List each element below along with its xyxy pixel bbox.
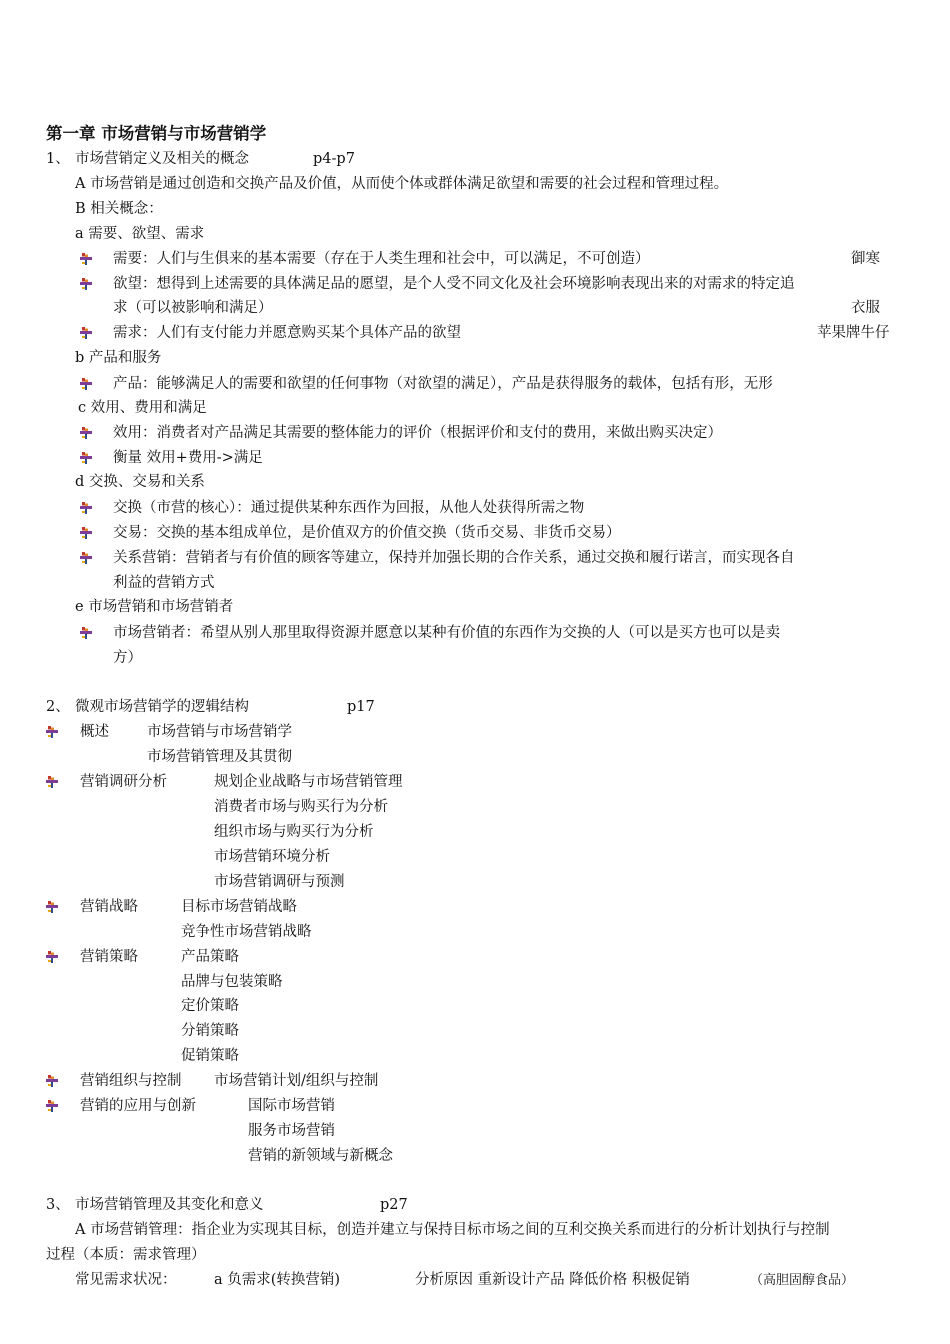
utility-definition: 效用：消费者对产品满足其需要的整体能力的评价（根据评价和支付的费用，来做出购买决定） [113, 425, 722, 441]
subheading-exchange: d 交换、交易和关系 [75, 474, 205, 490]
ribbon-bullet-icon [80, 327, 92, 339]
relationship-marketing-line-2: 利益的营销方式 [113, 575, 215, 591]
ribbon-bullet-icon [46, 951, 58, 963]
want-definition-line-2: 求（可以被影响和满足） [113, 300, 273, 316]
structure-control-label: 营销组织与控制 [80, 1073, 182, 1089]
structure-application-label: 营销的应用与创新 [80, 1098, 196, 1114]
negative-demand: a 负需求(转换营销) [214, 1272, 341, 1288]
marketer-definition-line-2: 方） [113, 650, 142, 666]
structure-item: 组织市场与购买行为分析 [214, 824, 374, 840]
structure-tactics-label: 营销策略 [80, 949, 138, 965]
section-1-number: 1、 [46, 151, 70, 167]
want-definition-line-1: 欲望：想得到上述需要的具体满足品的愿望，是个人受不同文化及社会环境影响表现出来的对需求的特定追 [113, 276, 795, 292]
structure-item: 促销策略 [181, 1048, 239, 1064]
need-example: 御寒 [851, 251, 880, 267]
ribbon-bullet-icon [46, 1100, 58, 1112]
structure-item: 服务市场营销 [248, 1123, 335, 1139]
structure-strategy-label: 营销战略 [80, 899, 138, 915]
section-3-heading: 市场营销管理及其变化和意义 [75, 1197, 264, 1213]
marketer-definition-line-1: 市场营销者：希望从别人那里取得资源并愿意以某种有价值的东西作为交换的人（可以是买方也可以是卖 [113, 625, 780, 641]
section-2-heading: 微观市场营销学的逻辑结构 [75, 699, 249, 715]
structure-item: 产品策略 [181, 949, 239, 965]
ribbon-bullet-icon [46, 776, 58, 788]
structure-item: 市场营销与市场营销学 [147, 724, 292, 740]
ribbon-bullet-icon [80, 427, 92, 439]
structure-overview-label: 概述 [80, 724, 109, 740]
negative-demand-actions: 分析原因 重新设计产品 降低价格 积极促销 [415, 1272, 690, 1288]
structure-item: 市场营销调研与预测 [214, 874, 345, 890]
ribbon-bullet-icon [46, 901, 58, 913]
subheading-products: b 产品和服务 [75, 350, 162, 366]
transaction-definition: 交易：交换的基本组成单位，是价值双方的价值交换（货币交易、非货币交易） [113, 525, 621, 541]
subheading-needs: a 需要、欲望、需求 [75, 226, 205, 242]
ribbon-bullet-icon [80, 627, 92, 639]
marketing-definition: A 市场营销是通过创造和交换产品及价值，从而使个体或群体满足欲望和需要的社会过程和管理过程。 [75, 176, 729, 192]
section-1-page-ref: p4-p7 [313, 151, 355, 167]
management-definition-line-2: 过程（本质：需求管理） [46, 1247, 206, 1263]
ribbon-bullet-icon [80, 378, 92, 390]
management-definition-line-1: A 市场营销管理：指企业为实现其目标，创造并建立与保持目标市场之间的互利交换关系而进行的分析计划执行与控制 [75, 1222, 830, 1238]
want-example: 衣服 [851, 300, 880, 316]
subheading-marketers: e 市场营销和市场营销者 [75, 599, 234, 615]
structure-item: 消费者市场与购买行为分析 [214, 799, 388, 815]
structure-item: 品牌与包装策略 [181, 974, 283, 990]
structure-item: 定价策略 [181, 998, 239, 1014]
ribbon-bullet-icon [80, 278, 92, 290]
structure-item: 目标市场营销战略 [181, 899, 297, 915]
need-definition: 需要：人们与生俱来的基本需要（存在于人类生理和社会中，可以满足，不可创造） [113, 251, 650, 267]
ribbon-bullet-icon [46, 1075, 58, 1087]
structure-item: 规划企业战略与市场营销管理 [214, 774, 403, 790]
ribbon-bullet-icon [80, 527, 92, 539]
ribbon-bullet-icon [80, 452, 92, 464]
ribbon-bullet-icon [46, 726, 58, 738]
demand-definition: 需求：人们有支付能力并愿意购买某个具体产品的欲望 [113, 325, 461, 341]
structure-item: 市场营销环境分析 [214, 849, 330, 865]
structure-item: 国际市场营销 [248, 1098, 335, 1114]
common-demand-label: 常见需求状况： [75, 1272, 177, 1288]
structure-item: 分销策略 [181, 1023, 239, 1039]
demand-example: 苹果牌牛仔 [817, 325, 890, 341]
structure-item: 市场营销计划/组织与控制 [214, 1073, 379, 1089]
structure-item: 市场营销管理及其贯彻 [147, 749, 292, 765]
negative-demand-example: （高胆固醇食品） [750, 1273, 855, 1288]
structure-item: 竞争性市场营销战略 [181, 924, 312, 940]
structure-item: 营销的新领域与新概念 [248, 1148, 393, 1164]
related-concepts-label: B 相关概念： [75, 201, 163, 217]
section-2-page-ref: p17 [347, 699, 375, 715]
section-2-number: 2、 [46, 699, 70, 715]
section-1-heading: 市场营销定义及相关的概念 [75, 151, 249, 167]
structure-research-label: 营销调研分析 [80, 774, 167, 790]
subheading-utility: c 效用、费用和满足 [78, 400, 207, 416]
measure-formula: 衡量 效用+费用->满足 [113, 450, 263, 466]
product-definition: 产品：能够满足人的需要和欲望的任何事物（对欲望的满足），产品是获得服务的载体，包括有形，无形 [113, 376, 773, 392]
relationship-marketing-line-1: 关系营销：营销者与有价值的顾客等建立，保持并加强长期的合作关系，通过交换和履行诺言，而实现各自 [113, 550, 795, 566]
ribbon-bullet-icon [80, 502, 92, 514]
ribbon-bullet-icon [80, 253, 92, 265]
ribbon-bullet-icon [80, 552, 92, 564]
exchange-definition: 交换（市营的核心）：通过提供某种东西作为回报，从他人处获得所需之物 [113, 500, 585, 516]
chapter-title: 第一章 市场营销与市场营销学 [46, 124, 267, 143]
section-3-number: 3、 [46, 1197, 70, 1213]
section-3-page-ref: p27 [380, 1197, 408, 1213]
